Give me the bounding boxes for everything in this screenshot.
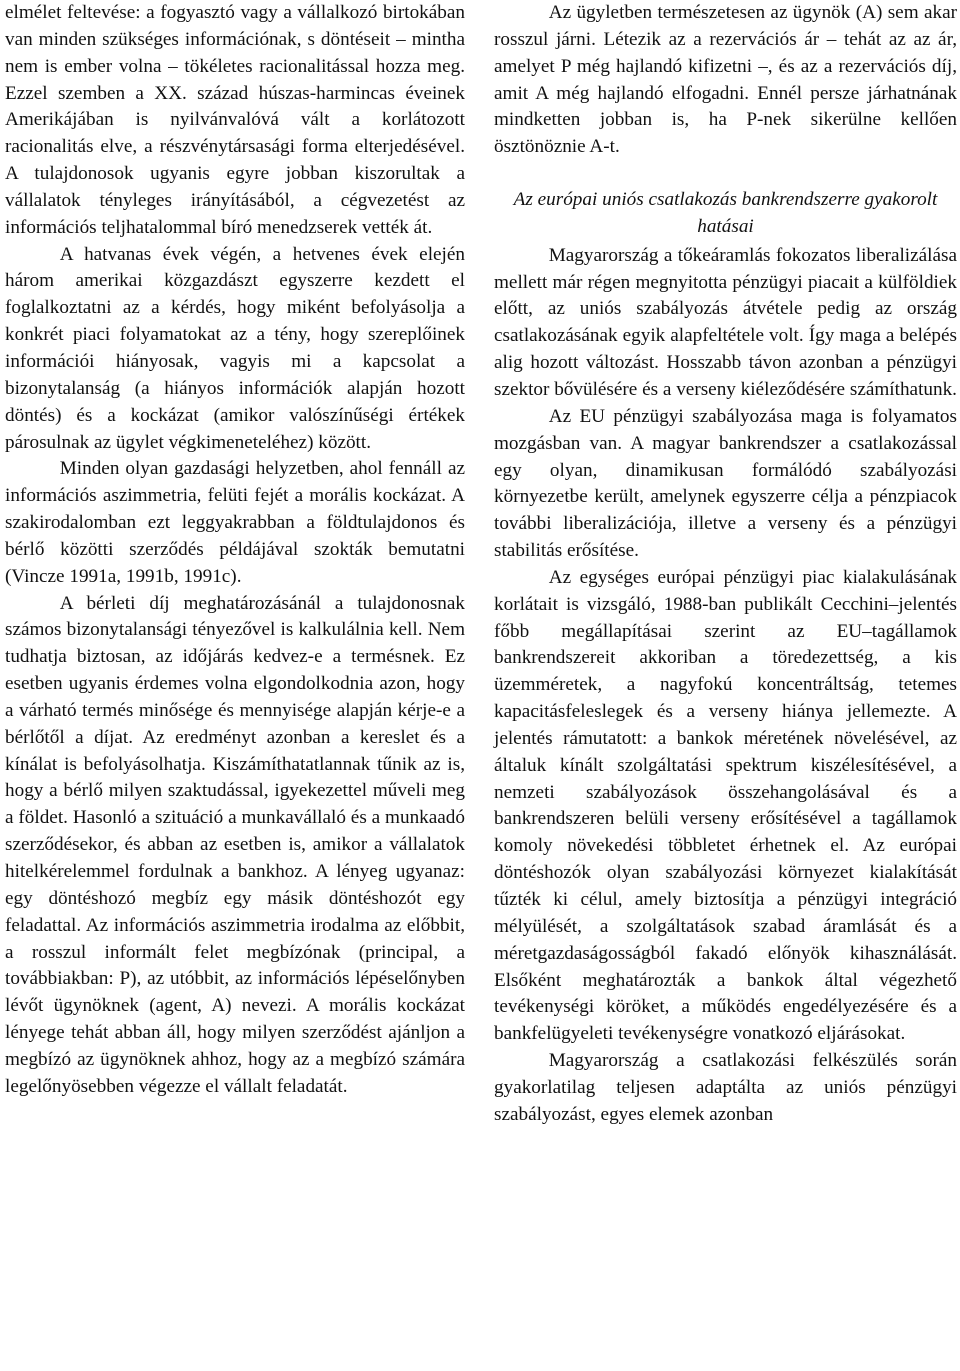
left-paragraph-2: A hatvanas évek végén, a hetvenes évek elején három amerikai közgazdászt egyszerre kezdett el foglalkoztatni az a kérdés, hogy miként befolyásolja a konkrét piaci folyamatokat az a tény, hogy szereplőinek információi hiányosak, vagyis mi a kapcsolat a bizonytalanság (a hiányos információk alapján hozott döntés) és a kockázat (amikor valószínűségi értékek párosulnak az ügylet végkimeneteléhez) között. — [5, 243, 465, 453]
right-paragraph-1: Magyarország a tőkeáramlás fokozatos liberalizálása mellett már régen megnyitotta pénzügyi piacait a külföldiek előtt, az uniós szabályozás átvétele pedig az ország csatlakozásának egyik alapfeltétele volt. Így maga a belépés alig hozott változást. Hosszabb távon azonban a pénzügyi szektor bővülésére és a verseny kiéleződésére számíthatunk. — [494, 244, 957, 400]
right-paragraph-3: Az egységes európai pénzügyi piac kialakulásának korlátait is vizsgáló, 1988-ban publikált Cecchini–jelentés főbb megállapításai szerint az EU–tagállamok bankrendszereit akkoriban a töredezettség, a kis üzemméretek, a nagyfokú koncentráltság, tetemes kapacitásfeleslegek és a verseny hiánya jellemezte. A jelentés rámutatott: a bankok méretének növelésével, az általuk kínált szolgáltatási spektrum kiszélesítésével, a nemzeti szabályozások összehangolásával és a bankrendszeren belüli verseny erősítésével a tagállamok komoly növekedési többletet érhetnek el. Az európai döntéshozók olyan szabályozási környezet kialakítását tűzték ki célul, amely biztosítja a pénzügyi integráció mélyülését, a szolgáltatások szabad áramlását és a méretgazdaságosságból fakadó előnyök kihasználását. Elsőként meghatározták a bankok által végezhető tevékenységi köröket, a működés engedélyezésére és a bankfelügyeleti tevékenységre vonatkozó eljárásokat. — [494, 566, 957, 1045]
left-paragraph-3: Minden olyan gazdasági helyzetben, ahol fennáll az információs aszimmetria, felüti fejét a morális kockázat. A szakirodalomban ezt leggyakrabban a földtulajdonos és bérlő közötti szerződés példájával szokták bemutatni (Vincze 1991a, 1991b, 1991c). — [5, 458, 465, 587]
left-paragraph-4: A bérleti díj meghatározásánál a tulajdonosnak számos bizonytalansági tényezővel is kalkulálnia kell. Nem tudhatja biztosan, az időjárás kedvez-e a termésnek. Ez esetben ugyanis érdemes volna elgondolkodnia azon, hogy a várható termés minősége és mennyisége alapján kérje-e a bérlőtől a díjat. Az eredményt azonban a kereslet és a kínálat is befolyásolhatja. Kiszámíthatatlannak tűnik az is, hogy a bérlő milyen szaktudással, igyekezettel műveli meg a földet. Hasonló a szituáció a munkavállaló és a munkaadó szerződésekor, és abban az esetben is, amikor a vállalatok hitelkérelemmel fordulnak a bankhoz. A lényeg ugyanaz: egy döntéshozó megbíz egy másik döntéshozót egy feladattal. Az információs aszimmetria irodalma az előbbit, a rosszul informált felet megbízónak (principal, a továbbiakban: P), az utóbbit, az információs lépéselőnyben lévőt ügynöknek (agent, A) nevezi. A morális kockázat lényege tehát abban áll, hogy milyen szerződést ajánljon a megbízó az ügynöknek ahhoz, hogy az a megbízó számára legelőnyösebben végezze el vállalt feladatát. — [5, 592, 465, 1097]
right-paragraph-4: Magyarország a csatlakozási felkészülés során gyakorlatilag teljesen adaptálta az uniós pénzügyi szabályozást, egyes elemek azonban — [494, 1050, 957, 1125]
left-paragraph-1: elmélet feltevése: a fogyasztó vagy a vállalkozó birtokában van minden szükséges információnak, s döntéseit – mintha nem is ember volna – tökéletes racionalitással hozza meg. Ezzel szemben a XX. század húszas-harmincas éveinek Amerikájában is nyilvánvalóvá vált a korlátozott racionalitás elve, a részvénytársasági forma elterjedésével. A tulajdonosok ugyanis egyre jobban kiszorultak a vállalatok tényleges irányításából, a cégvezetést az információs teljhatalommal bíró menedzserek vették át. — [5, 2, 465, 238]
section-heading: Az európai uniós csatlakozás bankrendszerre gyakorolt hatásai — [513, 189, 938, 237]
left-column — [5, 0, 465, 1101]
right-paragraph-intro: Az ügyletben természetesen az ügynök (A) sem akar rosszul járni. Létezik az a rezervációs ár – tehát az az ár, amelyet P még hajlandó kifizetni –, és az a rezervációs díj, amit A még hajlandó elfogadni. Ennél persze járhatnának mindketten jobban is, ha P-nek sikerülne kellően ösztönöznie A-t. — [494, 2, 957, 158]
right-column — [494, 0, 957, 1129]
right-paragraph-2: Az EU pénzügyi szabályozása maga is folyamatos mozgásban van. A magyar bankrendszer a csatlakozással egy olyan, dinamikusan formálódó szabályozási környezetbe került, amelynek egyszerre célja a pénzpiacok további liberalizációja, illetve a verseny és a pénzügyi stabilitás erősítése. — [494, 405, 957, 562]
